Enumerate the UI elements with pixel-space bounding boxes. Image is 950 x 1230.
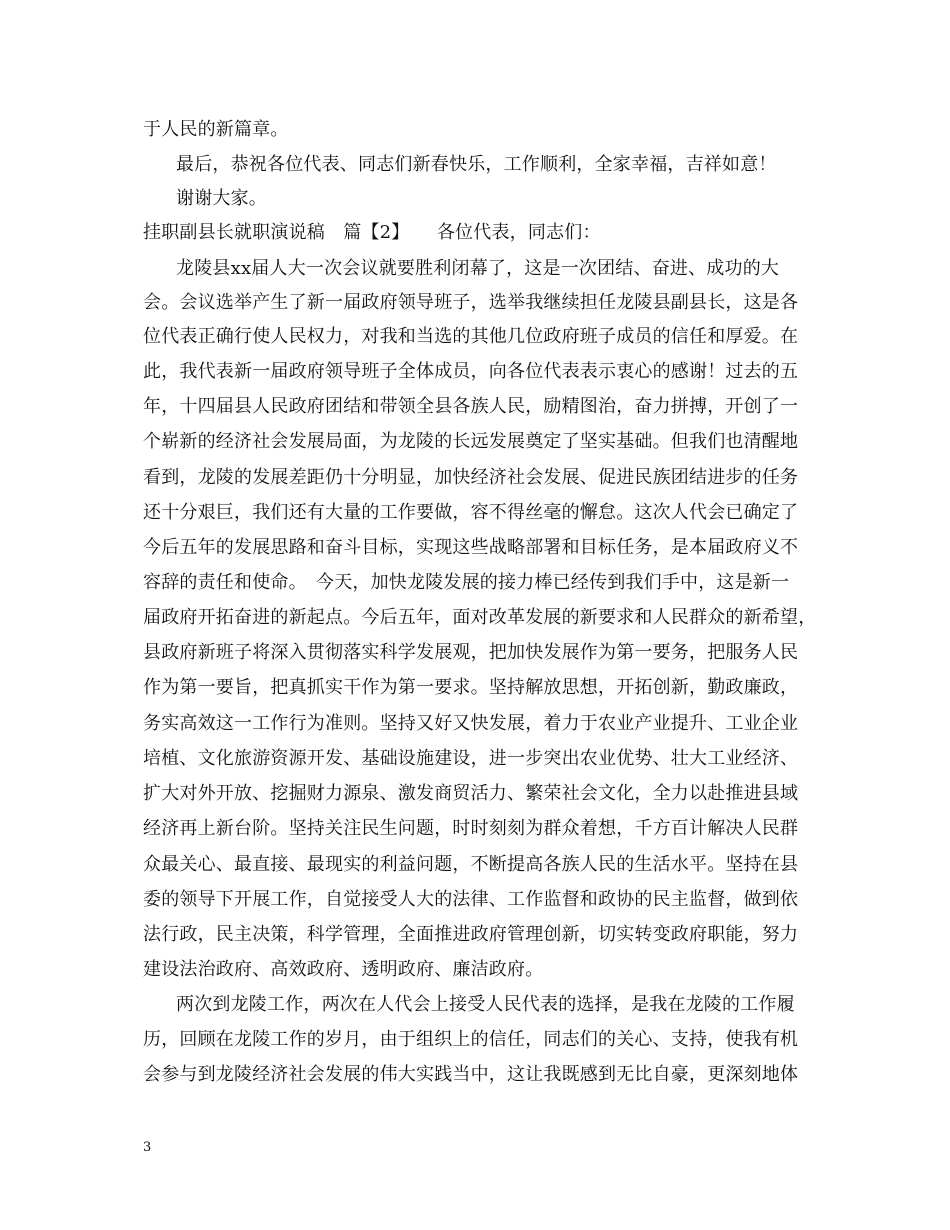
section-heading-line: 挂职副县长就职演说稿 篇【2】 各位代表，同志们： — [143, 222, 601, 243]
text-line: 扩大对外开放、挖掘财力源泉、激发商贸活力、繁荣社会文化，全力以赴推进县域 — [143, 783, 799, 804]
text-line: 历，回顾在龙陵工作的岁月，由于组织上的信任，同志们的关心、支持，使我有机 — [143, 1029, 799, 1050]
text-line: 最后，恭祝各位代表、同志们新春快乐，工作顺利，全家幸福，吉祥如意！ — [176, 154, 777, 175]
text-line: 此，我代表新一届政府领导班子全体成员，向各位代表表示衷心的感谢！过去的五 — [143, 361, 799, 382]
text-line: 看到，龙陵的发展差距仍十分明显，加快经济社会发展、促进民族团结进步的任务 — [143, 467, 799, 488]
text-line: 还十分艰巨，我们还有大量的工作要做，容不得丝毫的懈怠。这次人代会已确定了 — [143, 502, 799, 523]
text-line: 年，十四届县人民政府团结和带领全县各族人民，励精图治，奋力拼搏，开创了一 — [143, 396, 799, 417]
text-line: 建设法治政府、高效政府、透明政府、廉洁政府。 — [143, 959, 544, 980]
text-line: 法行政，民主决策，科学管理，全面推进政府管理创新，切实转变政府职能，努力 — [143, 924, 799, 945]
text-line: 作为第一要旨，把真抓实干作为第一要求。坚持解放思想，开拓创新，勤政廉政， — [143, 677, 799, 698]
text-line: 龙陵县xx届人大一次会议就要胜利闭幕了，这是一次团结、奋进、成功的大 — [176, 258, 780, 279]
text-line: 今后五年的发展思路和奋斗目标，实现这些战略部署和目标任务，是本届政府义不 — [143, 537, 799, 558]
text-line: 会参与到龙陵经济社会发展的伟大实践当中，这让我既感到无比自豪，更深刻地体 — [143, 1064, 799, 1085]
text-line: 个崭新的经济社会发展局面，为龙陵的长远发展奠定了坚实基础。但我们也清醒地 — [143, 431, 799, 452]
text-line: 培植、文化旅游资源开发、基础设施建设，进一步突出农业优势、壮大工业经济、 — [143, 748, 799, 769]
page-number: 3 — [143, 1140, 152, 1155]
text-line: 务实高效这一工作行为准则。坚持又好又快发展，着力于农业产业提升、工业企业 — [143, 713, 799, 734]
text-line: 位代表正确行使人民权力，对我和当选的其他几位政府班子成员的信任和厚爱。在 — [143, 326, 799, 347]
text-line: 众最关心、最直接、最现实的利益问题，不断提高各族人民的生活水平。坚持在县 — [143, 854, 799, 875]
text-line: 经济再上新台阶。坚持关注民生问题，时时刻刻为群众着想，千方百计解决人民群 — [143, 818, 799, 839]
text-line: 容辞的责任和使命。 今天，加快龙陵发展的接力棒已经传到我们手中，这是新一 — [143, 572, 790, 593]
text-line: 委的领导下开展工作，自觉接受人大的法律、工作监督和政协的民主监督，做到依 — [143, 889, 799, 910]
text-line: 两次到龙陵工作，两次在人代会上接受人民代表的选择，是我在龙陵的工作履 — [176, 994, 795, 1015]
text-line: 届政府开拓奋进的新起点。今后五年，面对改革发展的新要求和人民群众的新希望， — [143, 607, 817, 628]
text-line: 谢谢大家。 — [176, 188, 267, 209]
text-line: 会。会议选举产生了新一届政府领导班子，选举我继续担任龙陵县副县长，这是各 — [143, 292, 799, 313]
text-line: 县政府新班子将深入贯彻落实科学发展观，把加快发展作为第一要务，把服务人民 — [143, 642, 799, 663]
text-line: 于人民的新篇章。 — [143, 119, 289, 140]
